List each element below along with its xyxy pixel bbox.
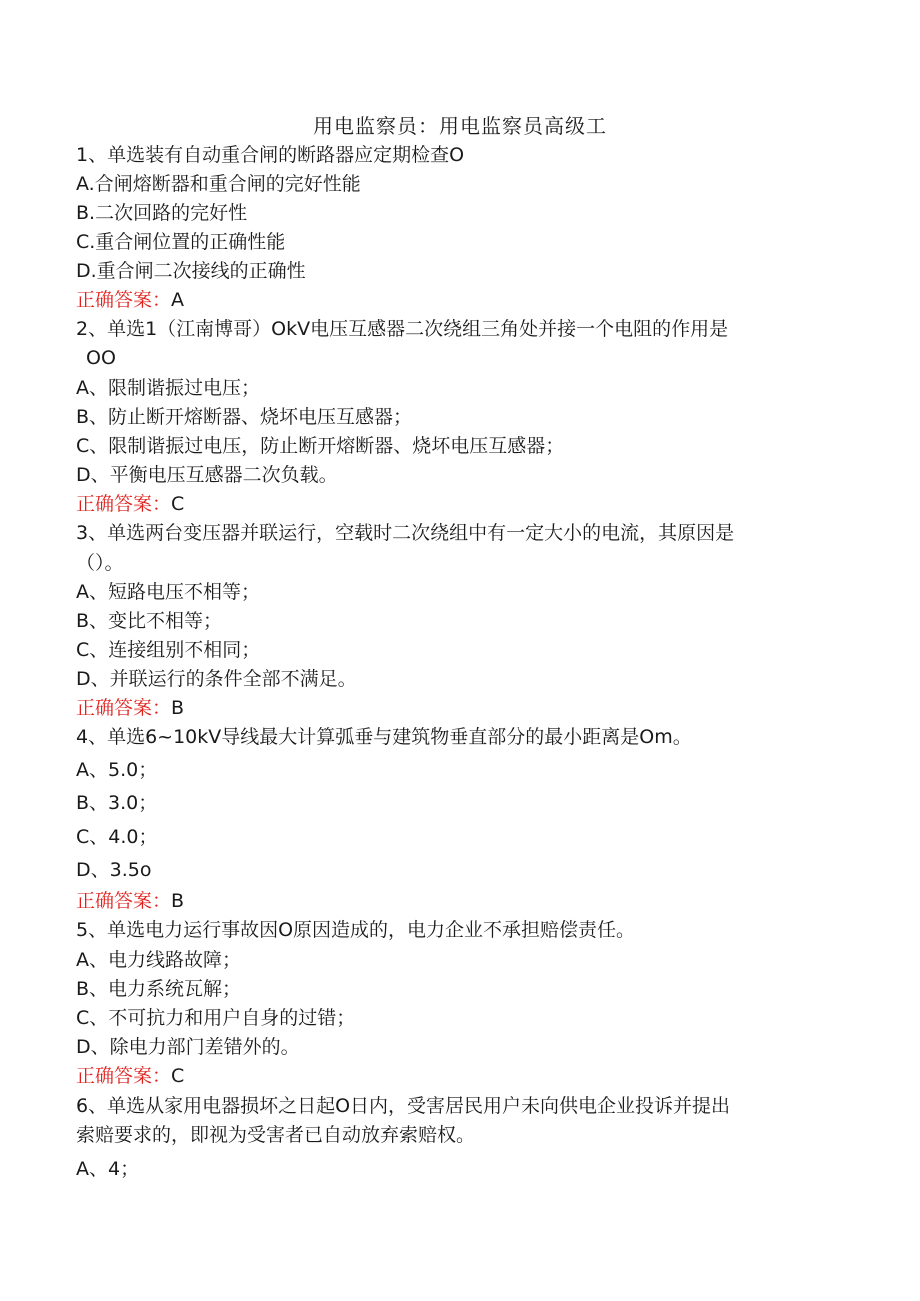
document-title: 用电监察员：用电监察员高级工 [313, 114, 607, 138]
question-2-answer [76, 490, 184, 518]
question-2-option-c: C、限制谐振过电压，防止断开熔断器、烧坏电压互感器； [76, 435, 565, 457]
answer-label: 正确答案： [76, 697, 172, 719]
answer-value: C [171, 1065, 185, 1087]
question-1-option-a: A.合闸熔断器和重合闸的完好性能 [76, 173, 361, 195]
question-2-stem-cont: OO [86, 347, 116, 369]
answer-label: 正确答案： [76, 1065, 172, 1087]
question-1-option-d: D.重合闸二次接线的正确性 [76, 260, 306, 282]
question-4-option-c: C、4.0； [76, 826, 158, 848]
answer-value: C [171, 493, 185, 515]
question-4-option-a: A、5.0； [76, 759, 158, 781]
question-5-option-b: B、电力系统瓦解； [76, 978, 242, 1000]
question-3-answer [76, 694, 184, 722]
question-6-stem: 6、单选从家用电器损坏之日起O日内，受害居民用户未向供电企业投诉并提出 [76, 1095, 731, 1117]
question-3-option-a: A、短路电压不相等； [76, 581, 260, 603]
question-6-stem-cont: 索赔要求的，即视为受害者已自动放弃索赔权。 [76, 1124, 476, 1146]
question-2-option-a: A、限制谐振过电压； [76, 377, 260, 399]
answer-label: 正确答案： [76, 493, 172, 515]
question-3-option-b: B、变比不相等； [76, 610, 223, 632]
question-2-stem: 2、单选1（江南博哥）OkV电压互感器二次绕组三角处并接一个电阻的作用是 [76, 318, 729, 340]
question-5-option-c: C、不可抗力和用户自身的过错； [76, 1007, 356, 1029]
question-3-stem: 3、单选两台变压器并联运行，空载时二次绕组中有一定大小的电流，其原因是 [76, 522, 735, 544]
question-3-stem-cont: （）。 [76, 552, 124, 574]
question-5-option-a: A、电力线路故障； [76, 949, 241, 971]
question-6-option-a: A、4； [76, 1158, 140, 1180]
answer-label: 正确答案： [76, 890, 172, 912]
question-4-stem: 4、单选6~10kV导线最大计算弧垂与建筑物垂直部分的最小距离是Om。 [76, 726, 692, 748]
question-3-option-d: D、并联运行的条件全部不满足。 [76, 668, 357, 690]
question-2-option-b: B、防止断开熔断器、烧坏电压互感器； [76, 406, 413, 428]
answer-value: B [171, 890, 185, 912]
question-5-stem: 5、单选电力运行事故因O原因造成的，电力企业不承担赔偿责任。 [76, 919, 636, 941]
answer-value: B [171, 697, 185, 719]
question-2-option-d: D、平衡电压互感器二次负载。 [76, 464, 338, 486]
answer-value: A [171, 289, 185, 311]
question-5-option-d: D、除电力部门差错外的。 [76, 1036, 300, 1058]
question-1-answer [76, 286, 184, 314]
question-4-option-d: D、3.5o [76, 859, 152, 881]
answer-label: 正确答案： [76, 289, 172, 311]
question-4-answer [76, 887, 184, 915]
question-5-answer [76, 1062, 184, 1090]
question-1-option-c: C.重合闸位置的正确性能 [76, 231, 286, 253]
question-1-option-b: B.二次回路的完好性 [76, 202, 248, 224]
question-3-option-c: C、连接组别不相同； [76, 639, 261, 661]
question-1-stem: 1、单选装有自动重合闸的断路器应定期检查O [76, 144, 465, 166]
question-4-option-b: B、3.0； [76, 792, 158, 814]
